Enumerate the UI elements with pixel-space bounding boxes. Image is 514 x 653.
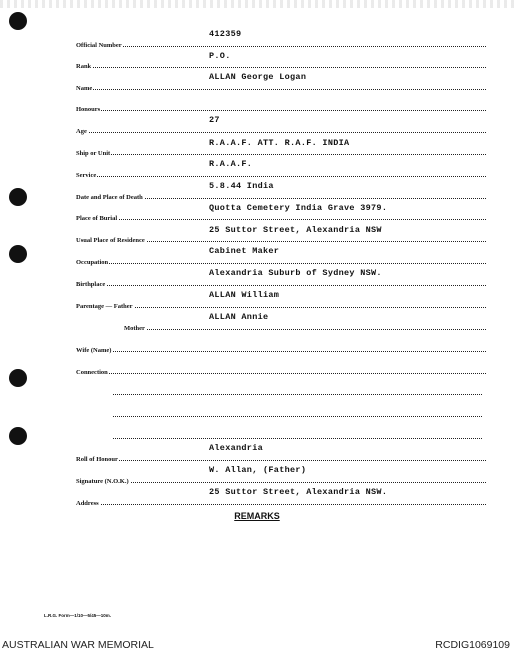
field-label: Occupation [76, 259, 109, 266]
value-occupation: Cabinet Maker [209, 246, 280, 256]
field-date-place-death [76, 187, 486, 201]
field-label: Place of Burial [76, 215, 118, 222]
field-label: Service [76, 172, 97, 179]
field-label: Parentage — Father [76, 303, 133, 310]
connection-line [113, 383, 482, 397]
footer-reference: RCDIG1069109 [435, 639, 510, 651]
field-label: Honours [76, 106, 101, 113]
scan-edge [0, 0, 514, 8]
field-connection [76, 362, 486, 376]
field-label: Roll of Honour [76, 456, 118, 463]
value-service: R.A.A.F. [209, 159, 253, 169]
connection-line [113, 405, 482, 419]
field-label: Connection [76, 369, 108, 376]
value-usual-residence: 25 Suttor Street, Alexandria NSW [209, 225, 382, 235]
value-birthplace: Alexandria Suburb of Sydney NSW. [209, 268, 382, 278]
punch-hole [9, 245, 27, 263]
field-label: Rank [76, 63, 92, 70]
field-label: Birthplace [76, 281, 106, 288]
remarks-heading-text: REMARKS [234, 511, 280, 521]
footer-credit: AUSTRALIAN WAR MEMORIAL [2, 639, 154, 651]
field-label: Name [76, 85, 93, 92]
field-label: Usual Place of Residence [76, 237, 145, 244]
value-signature: W. Allan, (Father) [209, 465, 307, 475]
field-label: Signature (N.O.K.) [76, 478, 129, 485]
field-label: Wife (Name) [76, 347, 112, 354]
connection-line [113, 427, 482, 441]
field-wife [76, 340, 486, 354]
field-label: Age [76, 128, 87, 135]
field-rank [76, 56, 486, 70]
form-code: L.R.G. Form—1/10—5/45—10m. [44, 613, 112, 618]
remarks-heading [0, 511, 514, 521]
value-mother: ALLAN Annie [209, 312, 269, 322]
punch-hole [9, 369, 27, 387]
punch-hole [9, 188, 27, 206]
field-label: Date and Place of Death [76, 194, 143, 201]
value-parentage-father: ALLAN William [209, 290, 280, 300]
field-parentage-father [76, 296, 486, 310]
value-address: 25 Suttor Street, Alexandria NSW. [209, 487, 388, 497]
footer [0, 636, 514, 653]
field-label: Address [76, 500, 99, 507]
field-age [76, 121, 486, 135]
value-ship-or-unit: R.A.A.F. ATT. R.A.F. INDIA [209, 138, 350, 148]
value-rank: P.O. [209, 51, 231, 61]
value-date-place-death: 5.8.44 India [209, 181, 274, 191]
field-label: Ship or Unit [76, 150, 111, 157]
field-label: Mother [124, 325, 145, 332]
punch-hole [9, 427, 27, 445]
field-roll-of-honour [76, 449, 486, 463]
field-service [76, 165, 486, 179]
value-place-of-burial: Quotta Cemetery India Grave 3979. [209, 203, 388, 213]
field-label: Official Number [76, 42, 122, 49]
value-official-number: 412359 [209, 29, 242, 39]
value-age: 27 [209, 115, 220, 125]
field-honours [76, 99, 486, 113]
value-roll-of-honour: Alexandria [209, 443, 264, 453]
punch-hole [9, 12, 27, 30]
value-name: ALLAN George Logan [209, 72, 307, 82]
field-official-number [76, 35, 486, 49]
field-occupation [76, 252, 486, 266]
field-mother [124, 318, 486, 332]
